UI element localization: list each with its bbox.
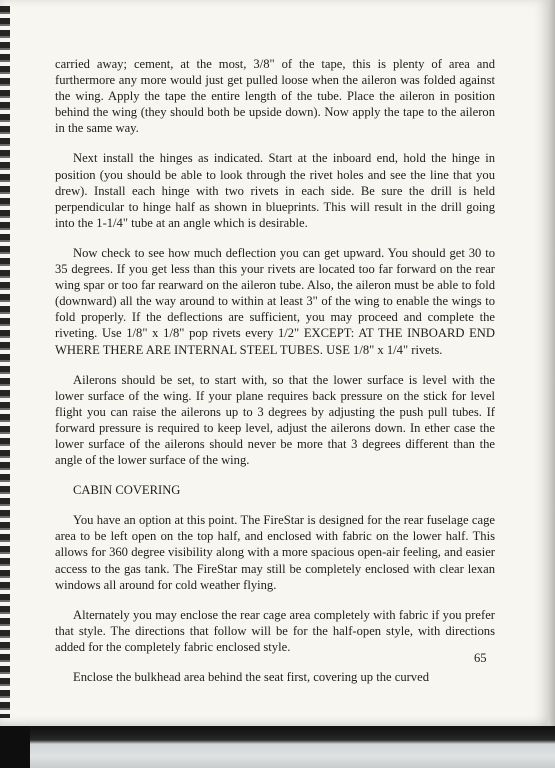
paragraph-fabric-alternative: Alternately you may enclose the rear cage area completely with fabric if you prefer that style. The directions that follow will be for the half-open style, with directions added for the completely fabric enclosed style. (55, 607, 495, 654)
spiral-binding-holes (0, 6, 10, 718)
paragraph-aileron-setting: Ailerons should be set, to start with, so that the lower surface is level with the lower surface of the wing. If your plane requires back pressure on the stick for level flight you can raise the ailerons up to 3 degrees by adjusting the push pull tubes. If forward pressure is required to keep level, adjust the ailerons down. In ether case the lower surface of the ailerons should never be more that 3 degrees different than the angle of the lower surface of the wing. (55, 372, 495, 468)
paragraph-cabin-option: You have an option at this point. The FireStar is designed for the rear fuselage cage area to be left open on the top half, and enclosed with fabric on the lower half. This allows for 360 degree visibility along with a more spacious open-air feeling, and easier access to the gas tank. The FireStar may still be completely enclosed with clear lexan windows all around for cold weather flying. (55, 513, 495, 592)
section-heading-cabin-covering: CABIN COVERING (73, 483, 181, 498)
page-body (55, 56, 495, 699)
scanner-dark-corner (0, 726, 30, 768)
scanner-background-strip (0, 726, 555, 768)
paragraph-hinges: Next install the hinges as indicated. Start at the inboard end, hold the hinge in position (you should be able to look through the rivet holes and see the line that you drew). Install each hinge with two rivets in each side. Be sure the drill is held perpendicular to hinge half as shown in blueprints. This will result in the drill going into the 1-1/4" tube at an angle which is desirable. (55, 151, 495, 230)
paragraph-deflection: Now check to see how much deflection you can get upward. You should get 30 to 35 degrees. If you get less than this your rivets are located too far forward on the rear wing spar or too far rearward on the aileron tube. Also, the aileron must be able to fold (downward) all the way around to within at least 3" of the wing to enable the wings to fold properly. If the deflections are sufficient, you may proceed and complete the riveting. Use 1/8" x 1/8" pop rivets every 1/2" EXCEPT: AT THE INBOARD END WHERE THERE ARE INTERNAL STEEL TUBES. USE 1/8" x 1/4" rivets. (55, 245, 495, 357)
page-edge-shadow (548, 0, 555, 726)
paragraph-bulkhead: Enclose the bulkhead area behind the seat first, covering up the curved (73, 670, 429, 684)
paragraph-aileron-tape: carried away; cement, at the most, 3/8" of the tape, this is plenty of area and furthermore any more would just get pulled loose when the aileron was folded against the wing. Apply the tape the entire length of the tube. Place the aileron in position behind the wing (they should both be upside down). Now apply the tape to the aileron in the same way. (55, 57, 495, 136)
page-number: 65 (474, 651, 487, 665)
